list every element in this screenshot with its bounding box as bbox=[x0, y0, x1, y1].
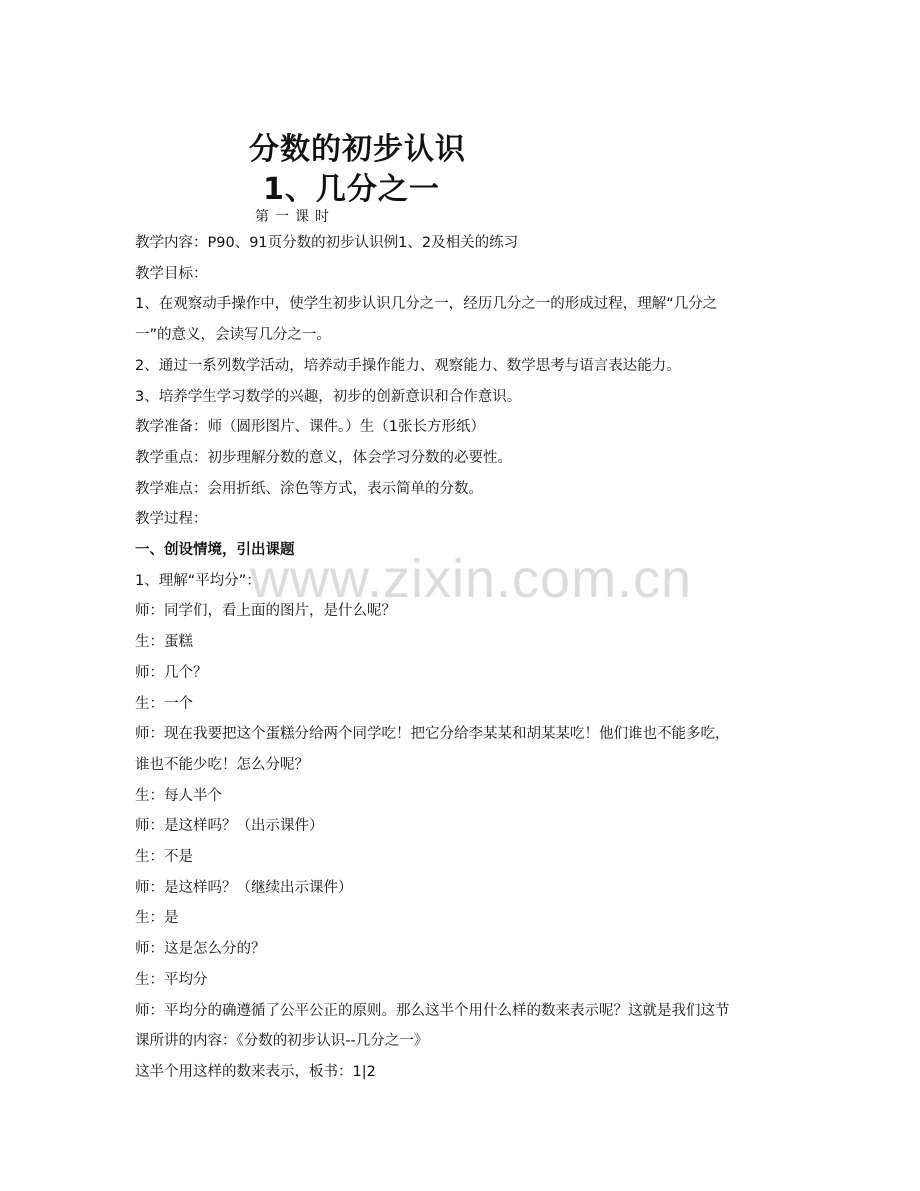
body-line: 教学准备：师（圆形图片、课件。）生（1张长方形纸） bbox=[135, 419, 485, 436]
dialogue-line: 生：不是 bbox=[135, 849, 193, 866]
body-line: 这半个用这样的数来表示，板书：1|2 bbox=[135, 1063, 376, 1080]
dialogue-line: 生：平均分 bbox=[135, 971, 208, 988]
dialogue-line: 师：同学们，看上面的图片，是什么呢？ bbox=[135, 603, 396, 620]
dialogue-line: 课所讲的内容：《分数的初步认识--几分之一》 bbox=[135, 1033, 429, 1050]
dialogue-line: 师：这是怎么分的？ bbox=[135, 941, 266, 958]
section-heading: 一、创设情境，引出课题 bbox=[135, 542, 295, 559]
dialogue-line: 生：一个 bbox=[135, 695, 193, 712]
body-line: 2、通过一系列数学活动，培养动手操作能力、观察能力、数学思考与语言表达能力。 bbox=[135, 357, 681, 374]
body-line: 3、培养学生学习数学的兴趣，初步的创新意识和合作意识。 bbox=[135, 388, 522, 405]
body-line: 一”的意义，会读写几分之一。 bbox=[135, 327, 332, 344]
body-line: 教学过程： bbox=[135, 511, 208, 528]
body-line: 1、理解“平均分”： bbox=[135, 572, 261, 589]
lesson-label: 第一课时 bbox=[255, 209, 335, 225]
document-subtitle: 1、几分之一 bbox=[263, 172, 440, 207]
document-body bbox=[135, 228, 790, 1088]
dialogue-line: 谁也不能少吃！怎么分呢？ bbox=[135, 756, 309, 773]
document-title: 分数的初步认识 bbox=[249, 132, 466, 167]
body-line: 教学内容：P90、91页分数的初步认识例1、2及相关的练习 bbox=[135, 235, 519, 251]
body-line: 1、在观察动手操作中，使学生初步认识几分之一，经历几分之一的形成过程，理解“几分之 bbox=[135, 296, 718, 313]
dialogue-line: 师：是这样吗？（出示课件） bbox=[135, 818, 324, 835]
body-line: 教学目标： bbox=[135, 265, 208, 282]
dialogue-line: 师：几个？ bbox=[135, 664, 208, 681]
watermark: www.zixin.com.cn bbox=[250, 549, 693, 609]
dialogue-line: 师：是这样吗？（继续出示课件） bbox=[135, 879, 353, 896]
body-line: 教学难点：会用折纸、涂色等方式，表示简单的分数。 bbox=[135, 480, 483, 497]
body-line: 教学重点：初步理解分数的意义，体会学习分数的必要性。 bbox=[135, 449, 512, 466]
dialogue-line: 师：平均分的确遵循了公平公正的原则。那么这半个用什么样的数来表示呢？这就是我们这节 bbox=[135, 1002, 730, 1019]
dialogue-line: 生：每人半个 bbox=[135, 787, 222, 804]
dialogue-line: 生：蛋糕 bbox=[135, 634, 193, 651]
dialogue-line: 生：是 bbox=[135, 910, 179, 927]
dialogue-line: 师：现在我要把这个蛋糕分给两个同学吃！把它分给李某某和胡某某吃！他们谁也不能多吃， bbox=[135, 726, 730, 743]
